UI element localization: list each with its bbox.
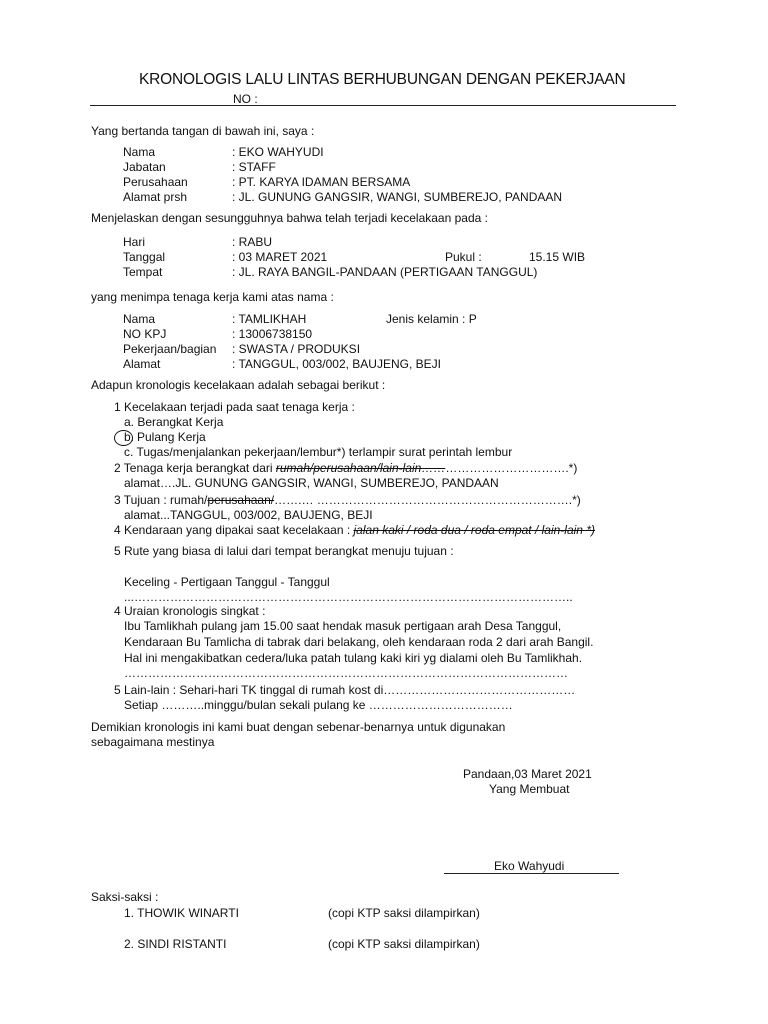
victim-job-label: Pekerjaan/bagian	[123, 342, 217, 356]
victim-name-value: : TAMLIKHAH	[232, 312, 307, 326]
reporter-position-value: : STAFF	[232, 160, 276, 174]
item-1b-letter: b.	[124, 430, 135, 444]
explain-text: Menjelaskan dengan sesungguhnya bahwa telah terjadi kecelakaan pada :	[91, 211, 488, 225]
item-2-struck-options: rumah/perusahaan/lain-lain……	[275, 461, 446, 475]
victim-kpj-label: NO KPJ	[123, 327, 167, 341]
item-2-address: alamat….JL. GUNUNG GANGSIR, WANGI, SUMBEREJO, PANDAAN	[124, 476, 499, 490]
item-2-text	[114, 461, 577, 476]
reporter-name-value: : EKO WAHYUDI	[232, 145, 324, 159]
reporter-name-label: Nama	[123, 145, 156, 159]
victim-job-value: : SWASTA / PRODUKSI	[232, 342, 361, 356]
item-1c-text: c. Tugas/menjalankan pekerjaan/lembur*) terlampir surat perintah lembur	[124, 445, 513, 459]
closing-line-1: Demikian kronologis ini kami buat dengan sebenar-benarnya untuk digunakan	[91, 720, 506, 734]
witness-2-name: 2. SINDI RISTANTI	[124, 937, 227, 951]
incident-day-value: : RABU	[232, 235, 273, 249]
item-3-prefix: 3 Tujuan : rumah/	[114, 493, 208, 507]
victim-address-label: Alamat	[123, 357, 161, 371]
item-5-text: 5 Rute yang biasa di lalui dari tempat berangkat menuju tujuan :	[114, 544, 454, 558]
item-1b-text: Pulang Kerja	[137, 430, 206, 444]
incident-date-label: Tanggal	[123, 250, 166, 264]
item-1-text: 1 Kecelakaan terjadi pada saat tenaga kerja :	[114, 400, 355, 414]
item-3-dots: …….… ……………………………………………………….*)	[274, 493, 581, 507]
reporter-company-label: Perusahaan	[123, 175, 188, 189]
signature-role: Yang Membuat	[489, 782, 570, 796]
item-2-prefix: 2 Tenaga kerja berangkat dari	[114, 461, 276, 475]
item-1a-text: a. Berangkat Kerja	[124, 415, 224, 429]
victim-kpj-value: : 13006738150	[232, 327, 313, 341]
item-7-text: 5 Lain-lain : Sehari-hari TK tinggal di rumah kost di…………………………………………	[114, 683, 576, 697]
route-text: Keceling - Pertigaan Tanggul - Tanggul	[124, 575, 330, 589]
witness-1-name: 1. THOWIK WINARTI	[124, 906, 239, 920]
signature-name: Eko Wahyudi	[494, 859, 565, 873]
incident-day-label: Hari	[123, 235, 146, 249]
header-divider	[90, 105, 676, 106]
item-3-address: alamat...TANGGUL, 003/002, BAUJENG, BEJI	[124, 508, 373, 522]
document-number-label: NO :	[233, 92, 258, 106]
route-dots: ...………………………………………………………………………………………………..	[124, 590, 573, 604]
incident-place-value: : JL. RAYA BANGIL-PANDAAN (PERTIGAAN TANGGUL)	[232, 265, 538, 279]
intro-text: Yang bertanda tangan di bawah ini, saya :	[91, 124, 315, 138]
document-title: KRONOLOGIS LALU LINTAS BERHUBUNGAN DENGAN PEKERJAAN	[139, 71, 626, 88]
chronology-intro-text: Adapun kronologis kecelakaan adalah sebagai berikut :	[91, 378, 386, 392]
description-line-1: Ibu Tamlikhah pulang jam 15.00 saat hendak masuk pertigaan arah Desa Tanggul,	[124, 619, 562, 633]
victim-intro-text: yang menimpa tenaga kerja kami atas nama :	[91, 290, 334, 304]
incident-time-label: Pukul :	[445, 250, 482, 264]
item-3-struck-options: perusahaan/	[207, 493, 275, 507]
item-7-frequency: Setiap ………..minggu/bulan sekali pulang ke ………………………………	[124, 698, 513, 712]
item-6-text: 4 Uraian kronologis singkat :	[114, 604, 266, 618]
description-dots: …………………………………………………………………………………………………	[124, 666, 568, 680]
victim-name-label: Nama	[123, 312, 156, 326]
victim-address-value: : TANGGUL, 003/002, BAUJENG, BEJI	[232, 357, 441, 371]
reporter-address-label: Alamat prsh	[123, 190, 188, 204]
item-3-text	[114, 493, 581, 508]
item-4-prefix: 4 Kendaraan yang dipakai saat kecelakaan :	[114, 523, 354, 537]
reporter-company-value: : PT. KARYA IDAMAN BERSAMA	[232, 175, 411, 189]
closing-line-2: sebagaimana mestinya	[91, 735, 215, 749]
incident-place-label: Tempat	[123, 265, 163, 279]
victim-gender: Jenis kelamin : P	[386, 312, 477, 326]
signature-line	[444, 873, 619, 874]
incident-time-value: 15.15 WIB	[529, 250, 586, 264]
witness-label: Saksi-saksi :	[91, 890, 159, 904]
witness-1-note: (copi KTP saksi dilampirkan)	[328, 906, 480, 920]
item-4-struck-options: jalan kaki / roda dua / roda empat / lain-lain *)	[353, 523, 595, 537]
reporter-address-value: : JL. GUNUNG GANGSIR, WANGI, SUMBEREJO, PANDAAN	[232, 190, 563, 204]
reporter-position-label: Jabatan	[123, 160, 166, 174]
description-line-2: Kendaraan Bu Tamlicha di tabrak dari belakang, oleh kendaraan roda 2 dari arah Bangil.	[124, 635, 594, 649]
incident-date-value: : 03 MARET 2021	[232, 250, 328, 264]
item-4-text	[114, 523, 595, 538]
witness-2-note: (copi KTP saksi dilampirkan)	[328, 937, 480, 951]
item-2-dots: ………………………….*)	[445, 461, 578, 475]
signature-place-date: Pandaan,03 Maret 2021	[463, 767, 592, 781]
description-line-3: Hal ini mengakibatkan cedera/luka patah tulang kaki kiri yg dialami oleh Bu Tamlikhah.	[124, 651, 583, 665]
